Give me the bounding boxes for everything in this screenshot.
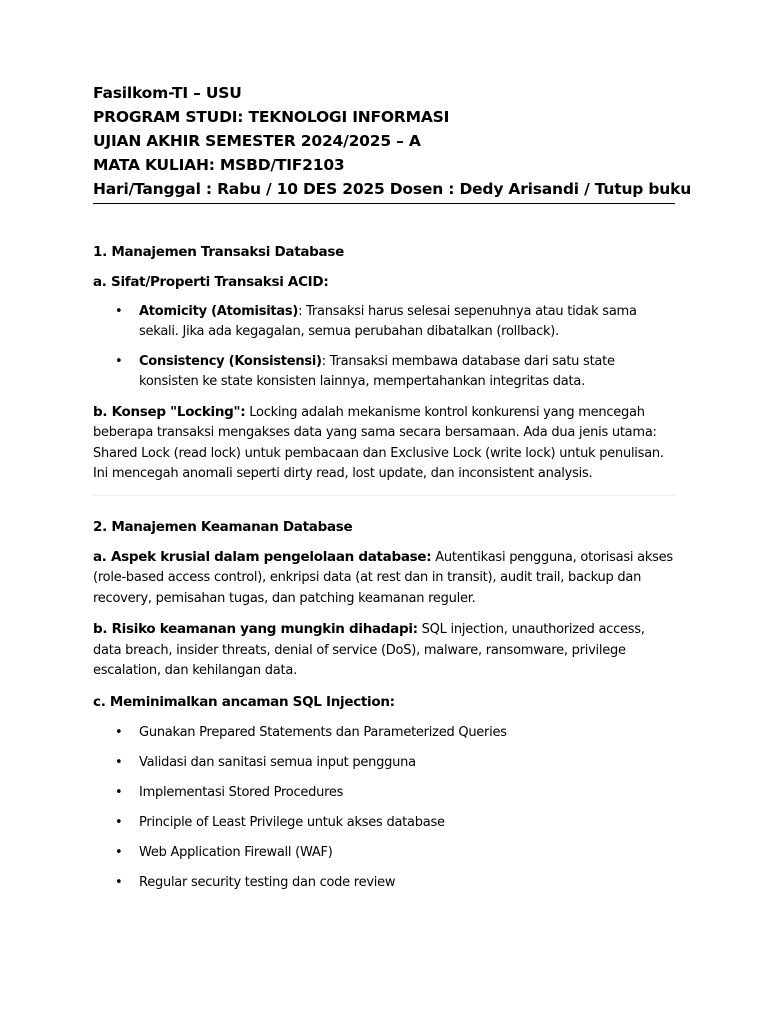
acid-desc: : Transaksi harus selesai sepenuhnya atau tidak sama sekali. Jika ada kegagalan, semua perubahan dibatalkan (rollback). bbox=[139, 303, 637, 339]
bullet-icon: • bbox=[115, 303, 123, 319]
header-divider bbox=[93, 203, 675, 204]
header-program: PROGRAM STUDI: TEKNOLOGI INFORMASI bbox=[93, 108, 450, 126]
section-1-sub-a-label: a. Sifat/Properti Transaksi ACID: bbox=[93, 274, 329, 290]
bullet-icon: • bbox=[115, 725, 123, 740]
list-item bbox=[93, 843, 675, 864]
section-2-sub-a-label: a. Aspek krusial dalam pengelolaan database: bbox=[93, 548, 432, 565]
section-2-sub-b-text: SQL injection, unauthorized access, data breach, insider threats, denial of service (DoS), malware, ransomware, privilege escalation, dan kehilangan data. bbox=[93, 622, 645, 678]
list-item bbox=[93, 873, 675, 894]
sqli-item-text: Principle of Least Privilege untuk akses database bbox=[139, 815, 445, 830]
section-2-sub-c bbox=[93, 692, 675, 714]
sqli-list bbox=[93, 723, 675, 894]
exam-header bbox=[93, 81, 692, 204]
list-item bbox=[93, 753, 675, 774]
sqli-item-text: Regular security testing dan code review bbox=[139, 875, 396, 890]
section-2 bbox=[93, 517, 675, 894]
bullet-icon: • bbox=[115, 353, 123, 369]
bullet-icon: • bbox=[115, 815, 123, 830]
list-item bbox=[93, 813, 675, 834]
header-course: MATA KULIAH: MSBD/TIF2103 bbox=[93, 156, 345, 174]
section-1-sub-b bbox=[93, 402, 675, 485]
section-2-sub-a bbox=[93, 547, 675, 610]
section-2-sub-b bbox=[93, 619, 675, 682]
section-1 bbox=[93, 242, 675, 496]
list-item bbox=[93, 352, 675, 393]
sqli-item-text: Gunakan Prepared Statements dan Parameterized Queries bbox=[139, 725, 507, 740]
sqli-item-text: Web Application Firewall (WAF) bbox=[139, 845, 333, 860]
header-faculty: Fasilkom-TI – USU bbox=[93, 84, 242, 102]
section-2-sub-a-text: Autentikasi pengguna, otorisasi akses (role-based access control), enkripsi data (at rest dan in transit), audit trail, backup dan recovery, pemisahan tugas, dan patching keamanan reguler. bbox=[93, 549, 673, 606]
header-date-lecturer: Hari/Tanggal : Rabu / 10 DES 2025 Dosen : Dedy Arisandi / Tutup buku bbox=[93, 180, 692, 198]
section-1-sub-b-text: Locking adalah mekanisme kontrol konkurensi yang mencegah beberapa transaksi mengakses data yang sama secara bersamaan. Ada dua jenis utama: Shared Lock (read lock) untuk pembacaan dan Exclusive Lock (write lock) untuk penulisan. Ini mencegah anomali seperti dirty read, lost update, dan inconsistent analysis. bbox=[93, 404, 664, 481]
section-1-title: 1. Manajemen Transaksi Database bbox=[93, 244, 344, 260]
sqli-item-text: Validasi dan sanitasi semua input pengguna bbox=[139, 755, 416, 770]
bullet-icon: • bbox=[115, 875, 123, 890]
section-2-sub-b-label: b. Risiko keamanan yang mungkin dihadapi: bbox=[93, 621, 418, 637]
bullet-icon: • bbox=[115, 755, 123, 770]
section-2-title: 2. Manajemen Keamanan Database bbox=[93, 518, 353, 535]
acid-term: Consistency (Konsistensi) bbox=[139, 353, 322, 369]
section-1-sub-b-label: b. Konsep "Locking": bbox=[93, 403, 246, 420]
sqli-item-text: Implementasi Stored Procedures bbox=[139, 785, 344, 800]
header-exam: UJIAN AKHIR SEMESTER 2024/2025 – A bbox=[93, 132, 421, 150]
list-item bbox=[93, 783, 675, 804]
acid-desc: : Transaksi membawa database dari satu state konsisten ke state konsisten lainnya, mempertahankan integritas data. bbox=[139, 353, 615, 389]
section-1-sub-a bbox=[93, 272, 675, 294]
section-2-sub-c-label: c. Meminimalkan ancaman SQL Injection: bbox=[93, 693, 395, 710]
bullet-icon: • bbox=[115, 785, 123, 800]
bullet-icon: • bbox=[115, 845, 123, 860]
list-item bbox=[93, 723, 675, 744]
list-item bbox=[93, 302, 675, 343]
acid-list bbox=[93, 302, 675, 393]
acid-term: Atomicity (Atomisitas) bbox=[139, 303, 299, 319]
section-divider bbox=[93, 495, 675, 496]
